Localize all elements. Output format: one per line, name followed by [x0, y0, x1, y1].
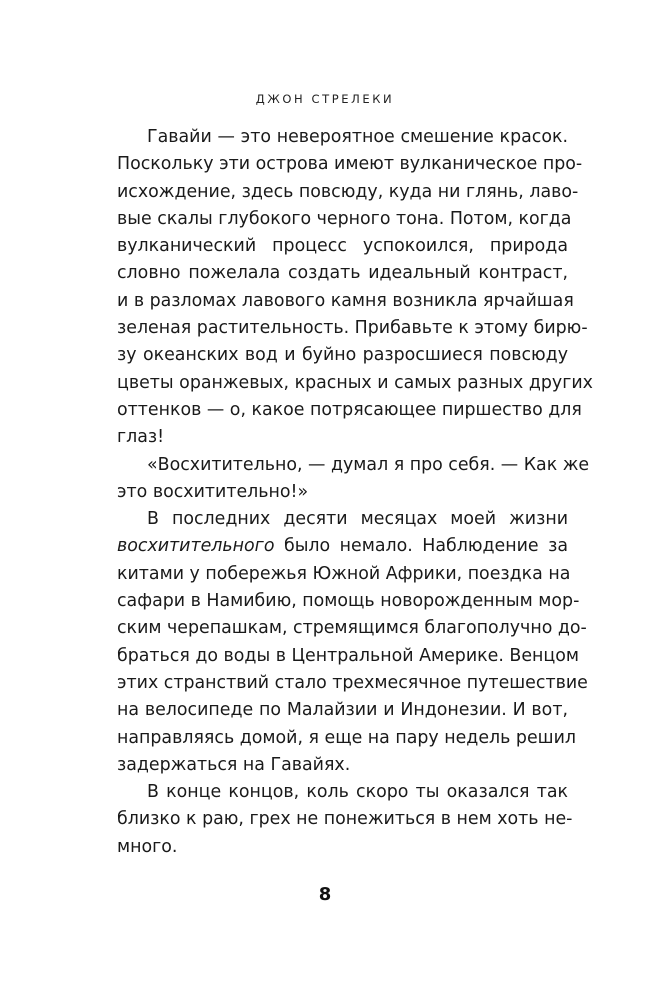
emphasized-word: восхитительного: [117, 536, 275, 557]
text-line: сафари в Намибию, помощь новорожденным мор-: [117, 591, 580, 612]
text-line: В последних десяти месяцах моей жизни: [147, 509, 568, 530]
text-line: глаз!: [117, 427, 165, 448]
text-line: вые скалы глубокого черного тона. Потом, когда: [117, 208, 572, 229]
text-line: [117, 533, 568, 560]
text-line: этих странствий стало трехмесячное путешествие: [117, 672, 588, 693]
text-line: вулканический процесс успокоился, природа: [117, 236, 568, 257]
text-line: это восхитительно!»: [117, 481, 309, 502]
text-line: цветы оранжевых, красных и самых разных других: [117, 372, 593, 393]
text-line: исхождение, здесь повсюду, куда ни глянь, лаво-: [117, 181, 579, 202]
text-line: словно пожелала создать идеальный контраст,: [117, 263, 568, 284]
text-line: близко к раю, грех не понежиться в нем хоть не-: [117, 809, 573, 830]
text-line: Гавайи — это невероятное смешение красок.: [147, 127, 568, 147]
running-head: ДЖОН СТРЕЛЕКИ: [255, 92, 395, 106]
text-line: «Восхитительно, — думал я про себя. — Как же: [147, 454, 590, 475]
text-line: Поскольку эти острова имеют вулканическое про-: [117, 154, 583, 175]
text-line: оттенков — о, какое потрясающее пиршество для: [117, 399, 582, 420]
text-fragment: было немало. Наблюдение за: [283, 536, 568, 557]
text-line: на велосипеде по Малайзии и Индонезии. И вот,: [117, 700, 568, 721]
text-line: зеленая растительность. Прибавьте к этому бирю-: [117, 318, 588, 339]
page-number: 8: [318, 884, 332, 905]
body-text: [117, 124, 593, 861]
text-line: направляясь домой, я еще на пару недель решил: [117, 727, 576, 748]
text-line: задержаться на Гавайях.: [117, 754, 351, 775]
text-line: ским черепашкам, стремящимся благополучно до-: [117, 618, 587, 639]
text-line: и в разломах лавового камня возникла ярчайшая: [117, 290, 574, 311]
text-line: много.: [117, 836, 178, 857]
text-line: китами у побережья Южной Африки, поездка на: [117, 563, 571, 584]
text-line: зу океанских вод и буйно разросшиеся повсюду: [117, 345, 568, 366]
text-line: В конце концов, коль скоро ты оказался так: [147, 782, 568, 803]
text-line: браться до воды в Центральной Америке. Венцом: [117, 645, 580, 666]
